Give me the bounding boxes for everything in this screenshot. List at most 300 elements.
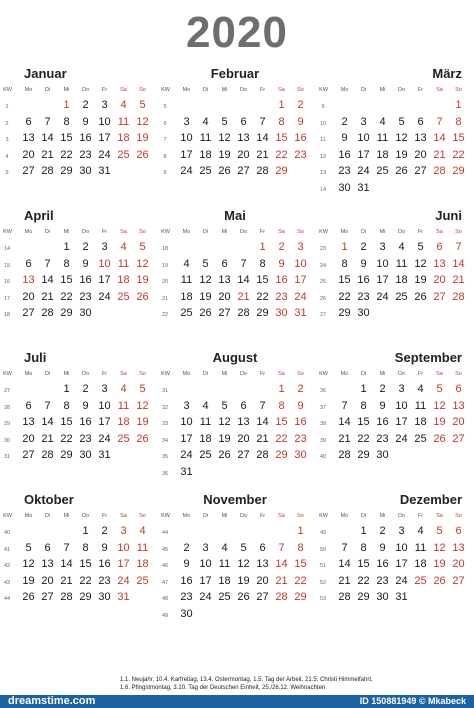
day-cell: 25 (199, 165, 212, 177)
day-cell: 7 (341, 541, 348, 554)
week-number: 26 (319, 295, 327, 302)
day-cell: 28 (237, 307, 250, 319)
week-number: 9 (163, 170, 167, 176)
day-cell: 7 (259, 115, 266, 128)
day-cell: 1 (455, 99, 462, 111)
week-number: 1 (5, 104, 9, 110)
day-cell: 31 (98, 449, 111, 461)
week-number: 49 (319, 530, 327, 536)
week-number: 11 (320, 137, 326, 143)
day-cell: 10 (98, 115, 111, 128)
weekday-label: So (139, 87, 146, 93)
week-number: 47 (161, 579, 169, 586)
day-cell: 17 (395, 558, 408, 570)
weekday-header (160, 513, 310, 523)
month-block (2, 208, 152, 343)
week-row (160, 165, 310, 182)
day-cell: 26 (237, 591, 250, 603)
day-cell: 2 (278, 241, 285, 253)
weekday-label: Fr (101, 229, 108, 235)
week-row (318, 575, 468, 592)
day-cell: 5 (240, 541, 247, 554)
weekday-label: So (297, 513, 304, 519)
week-number: 4 (5, 153, 9, 160)
week-row (160, 449, 310, 466)
day-cell: 18 (199, 432, 212, 445)
day-cell: 27 (22, 449, 35, 461)
weekday-label: Do (81, 513, 90, 519)
day-cell: 13 (218, 274, 231, 286)
weekday-label: Do (397, 87, 406, 93)
image-credit: ID 150881949 © Mkabeck (359, 696, 466, 706)
month-title: Juli (24, 350, 47, 365)
day-cell: 23 (376, 574, 389, 587)
weekday-label: Sa (436, 87, 443, 93)
day-cell: 11 (218, 558, 231, 570)
weekday-label: KW (161, 371, 170, 377)
day-cell: 19 (199, 290, 212, 303)
week-row (160, 383, 310, 400)
week-row (160, 400, 310, 417)
day-cell: 19 (136, 416, 149, 428)
weekday-label: Fr (259, 513, 266, 519)
week-number: 53 (319, 596, 327, 602)
day-cell: 17 (199, 574, 212, 587)
day-cell: 28 (433, 165, 446, 177)
day-cell: 7 (240, 257, 247, 270)
day-cell: 27 (256, 591, 269, 603)
day-cell: 24 (117, 574, 130, 587)
day-cell: 15 (294, 558, 307, 570)
day-cell: 2 (297, 383, 304, 395)
week-number: 13 (319, 170, 327, 176)
weekday-header (160, 229, 310, 239)
day-cell: 17 (98, 132, 111, 144)
weekday-label: Mo (24, 513, 33, 519)
day-cell: 11 (199, 132, 212, 144)
weekday-header (160, 87, 310, 97)
month-block (160, 350, 310, 485)
day-cell: 1 (63, 241, 70, 253)
day-cell: 7 (44, 399, 51, 412)
weekday-label: Do (239, 87, 248, 93)
day-cell: 20 (237, 148, 250, 161)
day-cell: 30 (338, 181, 351, 194)
week-row (318, 182, 468, 199)
day-cell: 24 (98, 432, 111, 445)
day-cell: 11 (414, 541, 427, 554)
day-cell: 3 (101, 241, 108, 253)
day-cell: 18 (414, 416, 427, 428)
day-cell: 22 (275, 148, 288, 161)
day-cell: 16 (357, 274, 370, 286)
day-cell: 9 (360, 257, 367, 270)
day-cell: 17 (98, 416, 111, 428)
week-number: 31 (3, 454, 11, 460)
month-block (318, 492, 468, 627)
day-cell: 21 (256, 432, 269, 445)
day-cell: 3 (297, 241, 304, 253)
week-number: 28 (3, 404, 11, 411)
day-cell: 21 (60, 574, 73, 587)
week-number: 25 (319, 279, 327, 285)
day-cell: 20 (218, 290, 231, 303)
day-cell: 25 (117, 432, 130, 445)
week-row (2, 591, 152, 608)
day-cell: 16 (294, 132, 307, 144)
weekday-label: Di (360, 371, 367, 377)
week-row (2, 165, 152, 182)
day-cell: 9 (278, 257, 285, 270)
day-cell: 17 (180, 148, 193, 161)
day-cell: 27 (218, 307, 231, 319)
weekday-label: So (139, 513, 146, 519)
weekday-label: Mi (221, 229, 228, 235)
week-row (318, 449, 468, 466)
day-cell: 5 (436, 383, 443, 395)
day-cell: 9 (82, 257, 89, 270)
day-cell: 18 (117, 132, 130, 144)
day-cell: 13 (256, 558, 269, 570)
day-cell: 26 (395, 165, 408, 177)
week-row (2, 99, 152, 116)
week-row (318, 132, 468, 149)
week-row (2, 558, 152, 575)
week-row (160, 291, 310, 308)
day-cell: 24 (199, 591, 212, 603)
weekday-label: KW (319, 371, 328, 377)
day-cell: 18 (180, 290, 193, 303)
day-cell: 16 (376, 416, 389, 428)
month-title: November (203, 492, 267, 507)
day-cell: 20 (414, 148, 427, 161)
day-cell: 14 (338, 416, 351, 428)
day-cell: 6 (25, 115, 32, 128)
day-cell: 29 (79, 591, 92, 603)
day-cell: 28 (452, 290, 465, 303)
weekday-label: Mi (221, 513, 228, 519)
day-cell: 31 (98, 165, 111, 177)
weekday-label: Fr (101, 371, 108, 377)
weekday-label: Mo (182, 229, 191, 235)
watermark-bar (0, 695, 474, 708)
day-cell: 8 (278, 399, 285, 412)
day-cell: 27 (237, 449, 250, 461)
day-cell: 8 (63, 257, 70, 270)
day-cell: 29 (60, 307, 73, 319)
weekday-label: Fr (101, 87, 108, 93)
day-cell: 14 (338, 558, 351, 570)
day-cell: 23 (294, 432, 307, 445)
week-row (318, 165, 468, 182)
day-cell: 18 (218, 574, 231, 587)
day-cell: 9 (341, 132, 348, 144)
day-cell: 9 (297, 399, 304, 412)
day-cell: 27 (237, 165, 250, 177)
day-cell: 10 (98, 399, 111, 412)
week-number: 22 (161, 312, 169, 318)
weekday-label: Do (239, 513, 248, 519)
day-cell: 10 (357, 132, 370, 144)
day-cell: 24 (98, 290, 111, 303)
week-number: 8 (163, 153, 167, 160)
day-cell: 16 (98, 558, 111, 570)
week-number: 29 (3, 421, 11, 427)
footnote-line-2: 1.6. Pfingstmontag, 3.10. Tag der Deutschen Einheit, 25./26.12. Weihnachten (120, 685, 326, 691)
month-title: April (24, 208, 54, 223)
month-title: Juni (435, 208, 462, 223)
weekday-label: So (455, 513, 462, 519)
week-row (2, 400, 152, 417)
week-row (318, 291, 468, 308)
weekday-label: Do (239, 371, 248, 377)
weekday-label: Di (44, 229, 51, 235)
week-number: 44 (161, 530, 169, 536)
weekday-label: Di (202, 229, 209, 235)
weekday-label: Mo (340, 229, 349, 235)
week-number: 44 (3, 596, 11, 602)
month-title: Februar (210, 66, 260, 81)
day-cell: 3 (379, 241, 386, 253)
day-cell: 17 (180, 432, 193, 445)
weekday-label: Do (81, 229, 90, 235)
week-row (318, 241, 468, 258)
week-row (2, 449, 152, 466)
week-row (318, 99, 468, 116)
day-cell: 19 (22, 574, 35, 587)
day-cell: 26 (433, 574, 446, 587)
day-cell: 11 (199, 416, 212, 428)
day-cell: 23 (98, 574, 111, 587)
day-cell: 22 (338, 290, 351, 303)
week-row (2, 433, 152, 450)
week-number: 49 (161, 612, 169, 619)
day-cell: 10 (117, 541, 130, 554)
day-cell: 2 (101, 525, 108, 537)
weekday-label: So (139, 371, 146, 377)
week-number: 15 (3, 262, 11, 269)
day-cell: 25 (117, 290, 130, 303)
day-cell: 19 (395, 148, 408, 161)
weekday-label: Mo (24, 371, 33, 377)
weekday-label: So (455, 371, 462, 377)
day-cell: 10 (294, 257, 307, 270)
day-cell: 29 (294, 591, 307, 603)
day-cell: 8 (360, 399, 367, 412)
week-number: 32 (161, 404, 169, 411)
day-cell: 2 (183, 541, 190, 554)
day-cell: 24 (357, 165, 370, 177)
day-cell: 17 (98, 274, 111, 286)
month-title: Mai (224, 208, 246, 223)
day-cell: 25 (199, 449, 212, 461)
day-cell: 24 (395, 574, 408, 587)
weekday-label: Mo (340, 513, 349, 519)
day-cell: 1 (278, 99, 285, 111)
day-cell: 17 (395, 416, 408, 428)
weekday-label: KW (161, 513, 170, 519)
day-cell: 25 (117, 148, 130, 161)
day-cell: 7 (63, 541, 70, 554)
day-cell: 29 (338, 307, 351, 319)
day-cell: 22 (60, 432, 73, 445)
day-cell: 15 (256, 274, 269, 286)
month-title: März (432, 66, 462, 81)
weekday-label: Mo (340, 371, 349, 377)
day-cell: 4 (139, 525, 146, 537)
weekday-header (2, 371, 152, 381)
weekday-label: Sa (278, 513, 285, 519)
week-number: 45 (161, 546, 169, 553)
day-cell: 15 (452, 132, 465, 144)
weekday-label: Mo (24, 87, 33, 93)
day-cell: 16 (275, 274, 288, 286)
day-cell: 5 (202, 257, 209, 270)
day-cell: 23 (79, 290, 92, 303)
week-number: 17 (3, 295, 11, 302)
day-cell: 17 (117, 558, 130, 570)
month-block (160, 66, 310, 201)
day-cell: 30 (376, 591, 389, 603)
week-number: 31 (161, 388, 169, 394)
weekday-label: KW (3, 229, 12, 235)
day-cell: 2 (297, 99, 304, 111)
month-title: Januar (24, 66, 67, 81)
day-cell: 22 (357, 574, 370, 587)
week-number: 24 (319, 262, 327, 269)
week-number: 36 (161, 470, 169, 477)
weekday-label: Fr (259, 87, 266, 93)
day-cell: 31 (395, 591, 408, 603)
day-cell: 9 (183, 558, 190, 570)
day-cell: 11 (376, 132, 389, 144)
week-number: 35 (161, 454, 169, 460)
day-cell: 13 (22, 416, 35, 428)
day-cell: 20 (452, 416, 465, 428)
weekday-label: So (139, 229, 146, 235)
week-number: 18 (3, 312, 11, 318)
day-cell: 18 (199, 148, 212, 161)
day-cell: 6 (436, 241, 443, 253)
week-number: 14 (319, 186, 327, 193)
day-cell: 27 (433, 290, 446, 303)
day-cell: 14 (256, 132, 269, 144)
day-cell: 29 (275, 449, 288, 461)
week-number: 7 (163, 137, 167, 143)
day-cell: 28 (41, 307, 54, 319)
weekday-label: So (297, 87, 304, 93)
day-cell: 14 (256, 416, 269, 428)
day-cell: 13 (237, 416, 250, 428)
day-cell: 20 (452, 558, 465, 570)
day-cell: 13 (22, 274, 35, 286)
day-cell: 14 (41, 416, 54, 428)
day-cell: 26 (218, 165, 231, 177)
week-row (160, 258, 310, 275)
day-cell: 11 (180, 274, 193, 286)
day-cell: 1 (63, 383, 70, 395)
day-cell: 4 (417, 525, 424, 537)
day-cell: 10 (199, 558, 212, 570)
week-number: 27 (319, 312, 327, 318)
day-cell: 15 (338, 274, 351, 286)
day-cell: 28 (60, 591, 73, 603)
week-number: 36 (319, 388, 327, 394)
weekday-label: Do (239, 229, 248, 235)
day-cell: 5 (436, 525, 443, 537)
weekday-label: Mi (63, 371, 70, 377)
day-cell: 1 (297, 525, 304, 537)
week-row (318, 591, 468, 608)
day-cell: 12 (237, 558, 250, 570)
month-block (160, 208, 310, 343)
weekday-label: KW (161, 229, 170, 235)
day-cell: 23 (180, 591, 193, 603)
weekday-label: Sa (278, 371, 285, 377)
day-cell: 2 (82, 241, 89, 253)
day-cell: 30 (98, 591, 111, 603)
week-row (160, 525, 310, 542)
day-cell: 25 (414, 574, 427, 587)
day-cell: 29 (357, 449, 370, 461)
week-row (318, 116, 468, 133)
week-row (318, 542, 468, 559)
month-block (2, 66, 152, 201)
day-cell: 9 (82, 399, 89, 412)
day-cell: 19 (433, 558, 446, 570)
week-number: 30 (3, 437, 11, 444)
weekday-label: Mo (182, 87, 191, 93)
week-number: 10 (319, 120, 327, 127)
day-cell: 19 (218, 148, 231, 161)
day-cell: 6 (455, 525, 462, 537)
week-number: 42 (3, 563, 11, 569)
day-cell: 1 (278, 383, 285, 395)
week-number: 23 (319, 246, 327, 252)
day-cell: 30 (294, 449, 307, 461)
day-cell: 1 (259, 241, 266, 253)
weekday-label: Do (81, 371, 90, 377)
day-cell: 22 (452, 148, 465, 161)
weekday-label: Mi (379, 229, 386, 235)
day-cell: 19 (414, 274, 427, 286)
day-cell: 7 (436, 115, 443, 128)
day-cell: 14 (237, 274, 250, 286)
day-cell: 22 (79, 574, 92, 587)
day-cell: 13 (22, 132, 35, 144)
week-number: 33 (161, 421, 169, 427)
day-cell: 16 (79, 132, 92, 144)
day-cell: 12 (395, 132, 408, 144)
day-cell: 19 (136, 274, 149, 286)
day-cell: 7 (341, 399, 348, 412)
week-number: 40 (3, 530, 11, 536)
day-cell: 6 (259, 541, 266, 554)
day-cell: 11 (414, 399, 427, 412)
day-cell: 18 (376, 148, 389, 161)
day-cell: 25 (218, 591, 231, 603)
day-cell: 12 (22, 558, 35, 570)
day-cell: 6 (240, 115, 247, 128)
week-row (160, 274, 310, 291)
weekday-label: Di (360, 513, 367, 519)
day-cell: 20 (41, 574, 54, 587)
weekday-header (2, 87, 152, 97)
week-number: 14 (3, 246, 11, 252)
weekday-label: Mo (340, 87, 349, 93)
day-cell: 12 (433, 399, 446, 412)
week-row (2, 258, 152, 275)
